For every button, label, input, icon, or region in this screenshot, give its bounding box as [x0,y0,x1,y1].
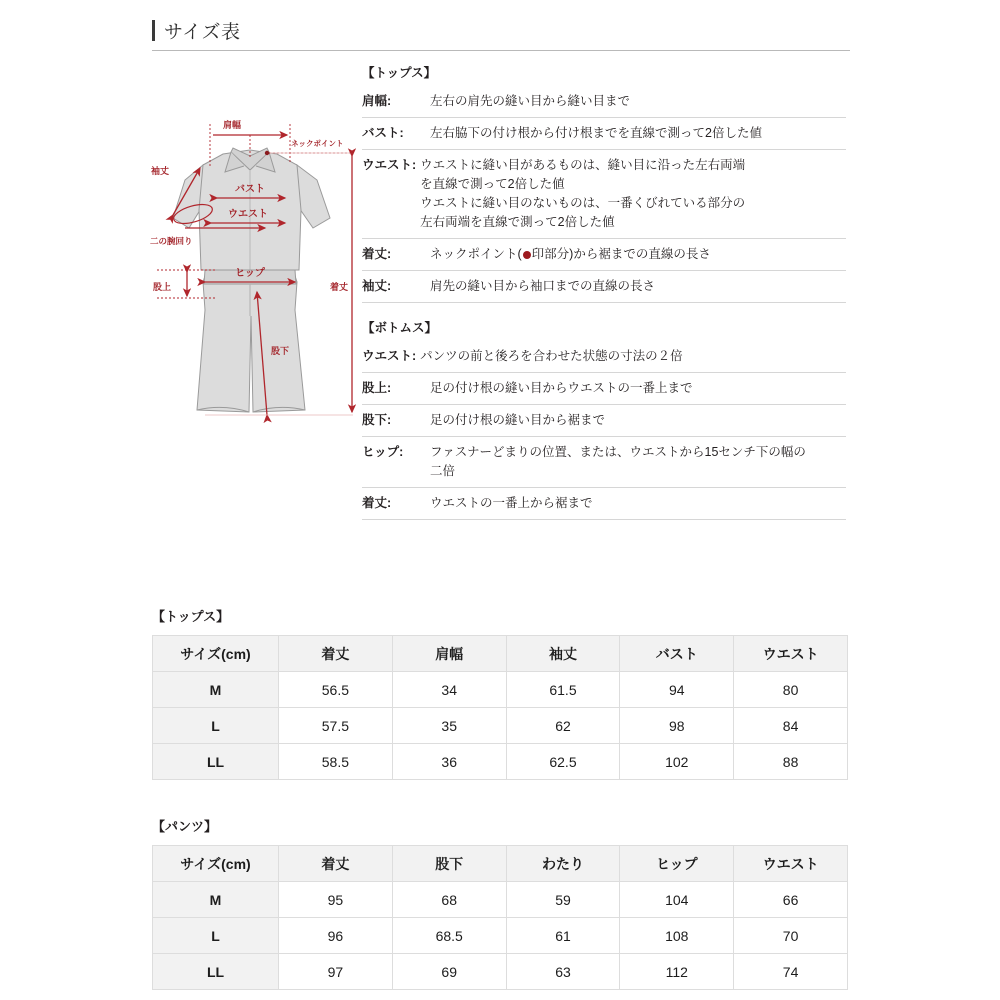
definition-desc-prefix: ネックポイント( [430,247,522,261]
table-cell: 56.5 [279,672,393,708]
label-upper-arm: 二の腕回り [150,236,193,246]
table-cell: 57.5 [279,708,393,744]
definition-desc: パンツの前と後ろを合わせた状態の寸法の２倍 [420,349,683,363]
table-header-row [153,636,848,672]
definition-row-rise [362,373,846,405]
definition-desc: ウエストの一番上から裾まで [430,496,593,510]
label-hip: ヒップ [235,268,265,279]
table-cell: 104 [620,882,734,918]
table-row [153,954,848,990]
pants-shape [197,270,305,412]
page-title: サイズ表 [164,21,241,43]
section-spacer [362,303,846,317]
definition-desc [430,245,846,264]
definition-desc-line: 左右両端を直線で測って2倍した値 [420,215,615,229]
table-cell: 74 [734,954,848,990]
column-header-size: サイズ(cm) [153,846,279,882]
label-shoulder-width: 肩幅 [222,120,242,130]
definition-term: ウエスト: [362,349,417,363]
table-row [153,672,848,708]
definition-desc: 肩先の縫い目から袖口までの直線の長さ [430,279,656,293]
definition-row-hip [362,437,846,488]
title-divider [152,50,850,51]
table-cell: 62 [506,708,620,744]
definition-desc [430,443,846,481]
label-bust: バスト [235,184,265,195]
definition-term: 着丈: [362,247,392,261]
row-header-size: LL [153,954,279,990]
table-cell: 84 [734,708,848,744]
table-header-row [153,846,848,882]
label-total-length: 着丈 [330,282,349,292]
table-row [153,882,848,918]
table-cell: 98 [620,708,734,744]
definition-row-bottoms-length [362,488,846,520]
tops-size-table [152,635,848,780]
tops-table-caption: 【トップス】 [152,609,230,624]
pants-table-caption: 【パンツ】 [152,819,218,834]
table-cell: 112 [620,954,734,990]
definition-row-sleeve [362,271,846,303]
definition-term: 袖丈: [362,279,392,293]
row-header-size: M [153,882,279,918]
table-cell: 80 [734,672,848,708]
title-row [152,16,850,44]
definition-term: 肩幅: [362,94,392,108]
table-cell: 69 [392,954,506,990]
table-cell: 68 [392,882,506,918]
definition-term: 股下: [362,413,392,427]
definition-term: バスト: [362,126,404,140]
table-cell: 62.5 [506,744,620,780]
column-header-shoulder: 肩幅 [392,636,506,672]
table-row [153,708,848,744]
label-rise: 股上 [153,282,172,292]
table-cell: 88 [734,744,848,780]
definition-desc-line: 二倍 [430,464,456,478]
definition-row-length [362,239,846,271]
measurement-definitions [362,62,846,520]
page-header [152,16,850,51]
garment-measurement-diagram [145,110,370,430]
definition-row-waist [362,150,846,239]
tops-table-block [152,606,848,780]
definition-row-inseam [362,405,846,437]
definition-term: 着丈: [362,496,392,510]
title-accent-bar [152,20,155,41]
table-cell: 63 [506,954,620,990]
label-neck-point: ネックポイント [291,139,344,148]
row-header-size: L [153,918,279,954]
table-cell: 70 [734,918,848,954]
definition-term: ウエスト: [362,158,417,172]
column-header-thigh: わたり [506,846,620,882]
table-cell: 35 [392,708,506,744]
column-header-sleeve: 袖丈 [506,636,620,672]
column-header-hip: ヒップ [620,846,734,882]
table-cell: 95 [279,882,393,918]
neck-point-dot-icon [523,251,531,259]
table-cell: 59 [506,882,620,918]
table-cell: 61 [506,918,620,954]
definition-term: ヒップ: [362,445,404,459]
column-header-waist: ウエスト [734,636,848,672]
definition-desc: 足の付け根の縫い目からウエストの一番上まで [430,381,693,395]
definitions-tops-heading: 【トップス】 [362,66,437,80]
definitions-bottoms-heading: 【ボトムス】 [362,321,438,335]
pants-table-block [152,816,848,990]
table-cell: 66 [734,882,848,918]
pants-size-table [152,845,848,990]
definition-desc: 左右脇下の付け根から付け根までを直線で測って2倍した値 [430,126,762,140]
label-sleeve-length: 袖丈 [151,166,170,176]
definition-desc-suffix: 印部分)から裾までの直線の長さ [531,247,711,261]
label-inseam: 股下 [271,346,290,356]
definition-desc: 左右の肩先の縫い目から縫い目まで [430,94,631,108]
column-header-bust: バスト [620,636,734,672]
definition-desc [420,156,846,232]
definition-desc-line: ウエストに縫い目のないものは、一番くびれている部分の [420,196,746,210]
column-header-waist: ウエスト [734,846,848,882]
column-header-inseam: 股下 [392,846,506,882]
table-cell: 108 [620,918,734,954]
table-cell: 97 [279,954,393,990]
row-header-size: M [153,672,279,708]
table-row [153,918,848,954]
table-cell: 102 [620,744,734,780]
table-row [153,744,848,780]
table-cell: 68.5 [392,918,506,954]
table-cell: 96 [279,918,393,954]
definition-desc-line: ウエストに縫い目があるものは、縫い目に沿った左右両端 [420,158,746,172]
table-cell: 94 [620,672,734,708]
column-header-length: 着丈 [279,846,393,882]
row-header-size: L [153,708,279,744]
row-header-size: LL [153,744,279,780]
table-cell: 61.5 [506,672,620,708]
definition-row-bust [362,118,846,150]
table-cell: 36 [392,744,506,780]
column-header-size: サイズ(cm) [153,636,279,672]
definition-desc-line: を直線で測って2倍した値 [420,177,565,191]
column-header-length: 着丈 [279,636,393,672]
definition-term: 股上: [362,381,392,395]
label-waist: ウエスト [228,209,268,220]
definition-desc-line: ファスナーどまりの位置、または、ウエストから15センチ下の幅の [430,445,806,459]
definition-row-shoulder [362,86,846,118]
definition-row-bottoms-waist [362,341,846,373]
definition-desc: 足の付け根の縫い目から裾まで [430,413,606,427]
table-cell: 34 [392,672,506,708]
table-cell: 58.5 [279,744,393,780]
